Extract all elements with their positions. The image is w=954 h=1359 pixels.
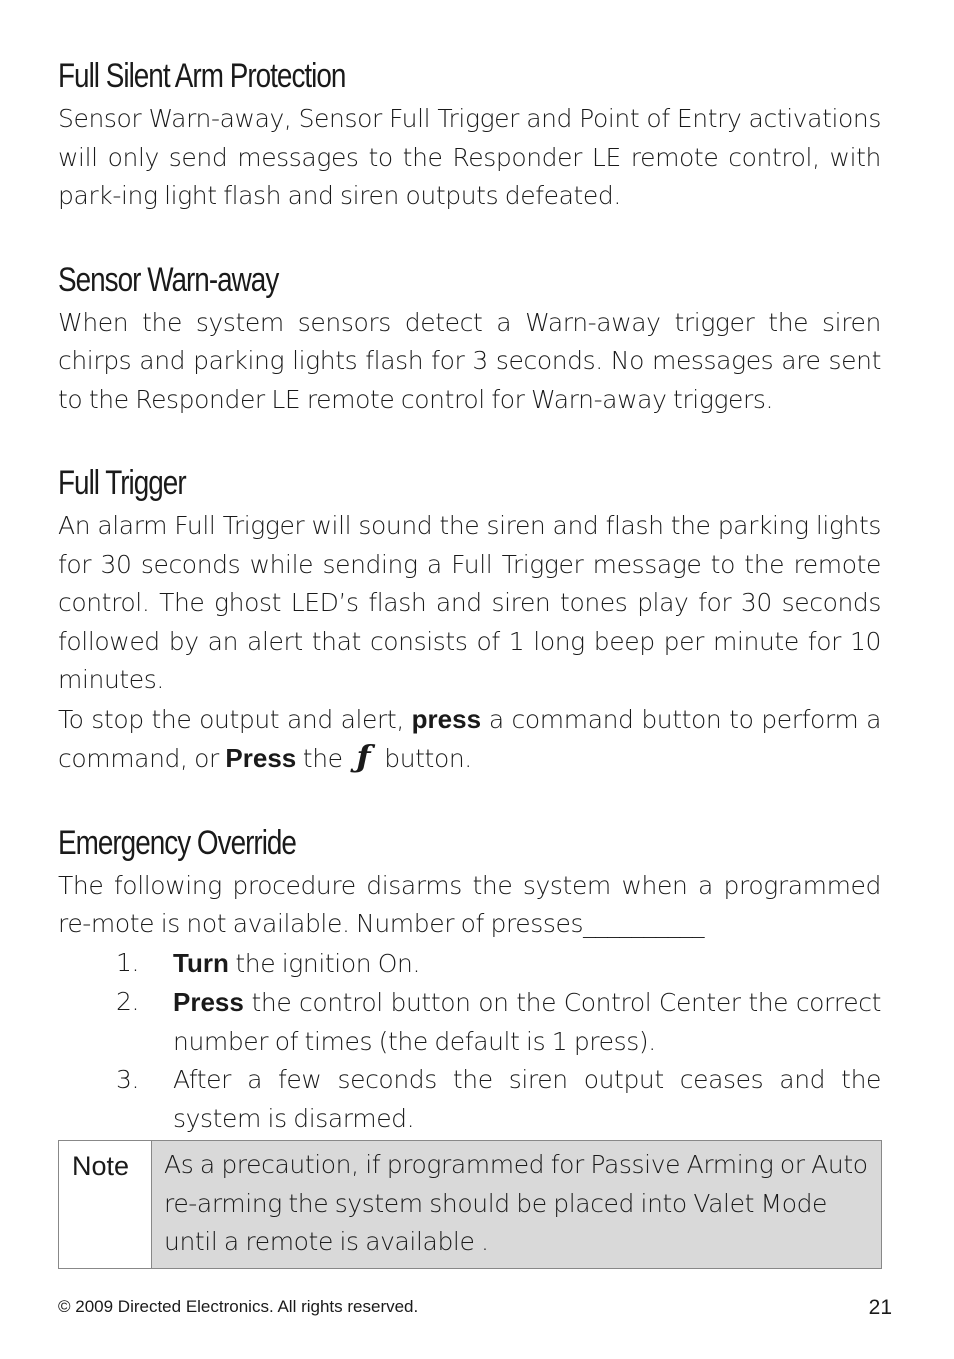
press-keyword: press [411,703,482,734]
section-full-trigger [58,459,881,779]
note-box [58,1140,882,1269]
procedure-steps [58,944,881,1139]
note-body [152,1141,881,1268]
step-text: the ignition On. [228,948,421,978]
step-number: 2. [116,987,140,1016]
section-body: When the system sensors detect a Warn-away trigger the siren chirps and parking lights flash for 3 seconds. No messages are sent to the Responder LE remote control for Warn-away triggers. [58,307,881,414]
page-content [58,52,881,1269]
section-body: An alarm Full Trigger will sound the siren and flash the parking lights for 30 seconds while sending a Full Trigger message to the remote control. The ghost LED’s flash and siren tones play for 30 seconds followed by an alert that consists of 1 long beep per minute for 10 minutes. [58,511,881,694]
text: the [296,744,350,773]
step-number: 3. [116,1065,140,1094]
section-emergency-override [58,819,881,1269]
section-intro: The following procedure disarms the system when a programmed re-mote is not available. Number of presses__________ [58,870,881,938]
section-title: Full Silent Arm Protection [58,57,346,95]
list-item [58,944,881,984]
stop-instructions [58,700,881,779]
section-sensor-warn-away [58,256,881,420]
step-verb: Turn [173,947,229,978]
list-item [58,983,881,1061]
section-body: Sensor Warn-away, Sensor Full Trigger and Point of Entry activations will only send messages to the Responder LE remote control, with park-ing light flash and siren outputs defeated. [58,104,881,210]
function-button-icon: ƒ [356,740,371,775]
press-keyword: Press [225,743,297,773]
text: a command button to perform a command, or [58,704,881,773]
note-text: As a precaution, if programmed for Passive Arming or Auto re-arming the system should be placed into Valet Mode until a remote is available . [164,1150,868,1256]
step-number: 1. [116,947,140,977]
copyright-footer: © 2009 Directed Electronics. All rights reserved. [58,1297,419,1316]
page-number: 21 [868,1296,892,1319]
section-title: Sensor Warn-away [58,260,279,299]
text: button. [377,744,472,773]
section-title: Emergency Override [58,823,296,862]
text: To stop the output and alert, [58,704,412,734]
section-full-silent-arm [58,52,881,216]
step-text: the control button on the Control Center the correct number of times (the default is 1 press). [173,988,881,1056]
section-title: Full Trigger [58,464,186,502]
step-verb: Press [173,987,244,1017]
list-item [58,1061,881,1138]
step-text: After a few seconds the siren output ceases and the system is disarmed. [173,1065,881,1133]
note-label: Note [59,1141,152,1268]
